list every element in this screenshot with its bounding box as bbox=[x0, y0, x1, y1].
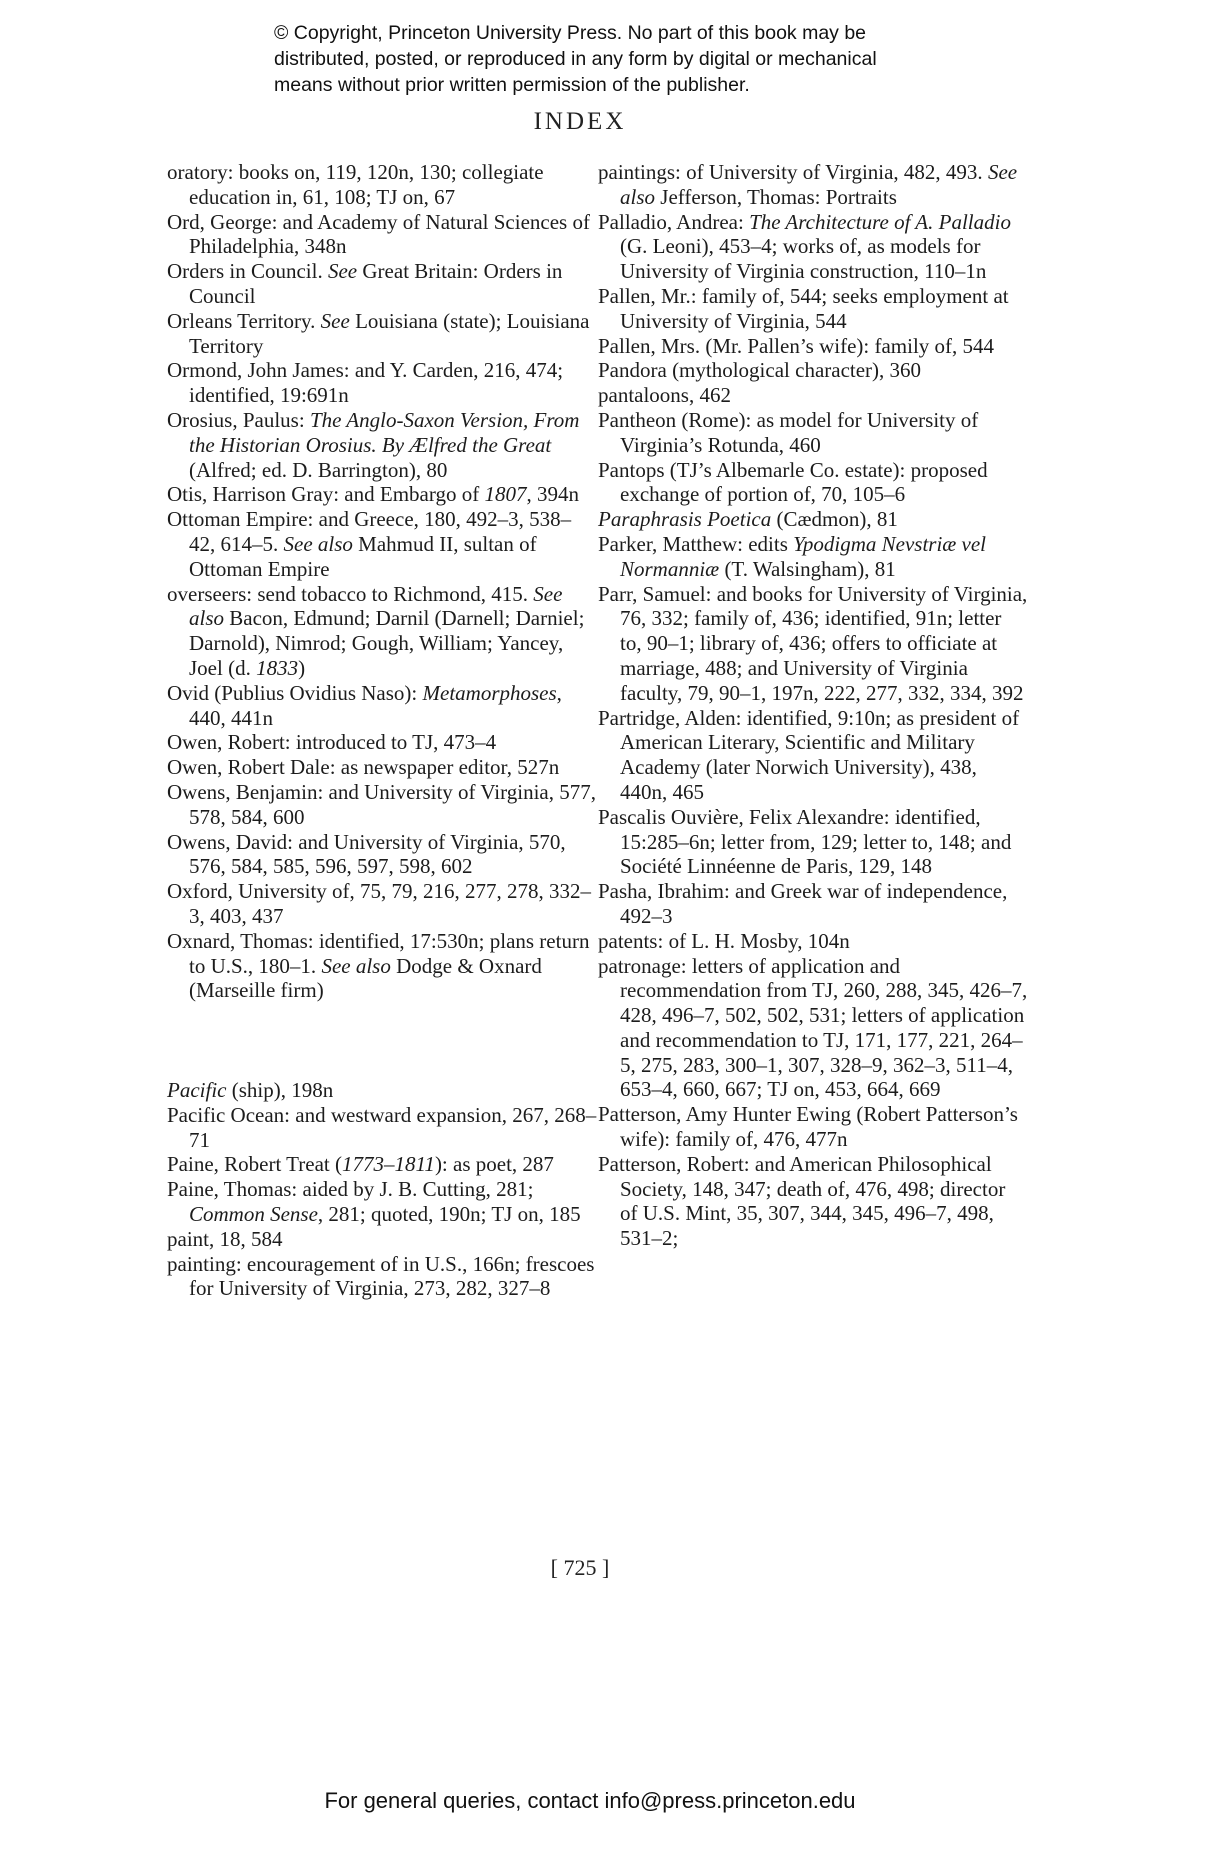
index-entry-text: paintings: of University of Virginia, 482, 493. bbox=[598, 160, 988, 184]
index-entry-italic-text: See also bbox=[189, 581, 563, 631]
index-entry bbox=[598, 458, 1028, 508]
contact-footer: For general queries, contact info@press.princeton.edu bbox=[324, 1788, 856, 1813]
index-entry-text: Paine, Robert Treat ( bbox=[167, 1152, 342, 1177]
running-head: INDEX bbox=[533, 108, 627, 135]
index-entry bbox=[167, 160, 597, 210]
index-entry-italic-text: See bbox=[327, 259, 358, 284]
index-entry-italic-text: Ypodigma Nevstriæ vel Normanniæ bbox=[620, 531, 987, 581]
index-entry-italic-text: Pacific bbox=[167, 1078, 227, 1103]
letter-section-gap bbox=[167, 1003, 597, 1078]
index-entry bbox=[167, 681, 597, 731]
index-entry bbox=[167, 1152, 597, 1177]
index-entry-text: Owen, Robert: introduced to TJ, 473–4 bbox=[167, 730, 497, 755]
index-entry-text: Orosius, Paulus: bbox=[167, 407, 310, 432]
index-entry-italic-text: 1833 bbox=[256, 655, 299, 680]
index-entry-text: (T. Walsingham), 81 bbox=[719, 556, 896, 581]
index-entry bbox=[598, 383, 1028, 408]
index-entry-text: Louisiana (state); Louisiana Territory bbox=[189, 308, 590, 358]
index-entry bbox=[598, 582, 1028, 706]
index-entry bbox=[167, 1078, 597, 1103]
index-entry bbox=[598, 805, 1028, 879]
index-entry bbox=[167, 358, 597, 408]
copyright-line: distributed, posted, or reproduced in any form by digital or mechanical bbox=[274, 48, 877, 70]
index-entry bbox=[598, 929, 1028, 954]
index-entry bbox=[167, 1252, 597, 1302]
index-entry bbox=[598, 210, 1028, 284]
index-entry bbox=[167, 408, 597, 482]
index-entry bbox=[598, 358, 1028, 383]
index-entry-italic-text: See also bbox=[321, 953, 391, 978]
index-entry-text: (Alfred; ed. D. Barrington), 80 bbox=[189, 457, 448, 482]
index-entry bbox=[167, 582, 597, 681]
copyright-notice bbox=[274, 20, 994, 98]
index-entry-text: Owen, Robert Dale: as newspaper editor, 527n bbox=[167, 755, 560, 780]
index-entry-text: Ottoman Empire: and Greece, 180, 492–3, 538–42, 614–5. bbox=[167, 507, 572, 556]
index-entry bbox=[167, 482, 597, 507]
index-entry bbox=[167, 879, 597, 929]
index-entry bbox=[167, 1103, 597, 1153]
copyright-line: means without prior written permission of the publisher. bbox=[274, 74, 750, 96]
index-entry-text: Palladio, Andrea: bbox=[598, 209, 750, 234]
copyright-line: © Copyright, Princeton University Press. No part of this book may be bbox=[274, 22, 867, 44]
index-entry-italic-text: Common Sense bbox=[189, 1202, 318, 1227]
index-entry-text: Paine, Thomas: aided by J. B. Cutting, 281; bbox=[167, 1177, 534, 1202]
index-entry-text: Otis, Harrison Gray: and Embargo of bbox=[167, 482, 485, 507]
index-entry-text: Oxnard, Thomas: identified, 17:530n; plans return to U.S., 180–1. bbox=[167, 928, 590, 978]
index-entry-italic-text: The Architecture of A. Palladio bbox=[749, 209, 1011, 234]
index-entry-text: Pantheon (Rome): as model for University of Virginia’s Rotunda, 460 bbox=[598, 407, 979, 457]
index-entry-text: Pantops (TJ’s Albemarle Co. estate): proposed exchange of portion of, 70, 105–6 bbox=[598, 457, 988, 507]
index-entry-text: paint, 18, 584 bbox=[167, 1226, 283, 1251]
index-column-right bbox=[598, 160, 1028, 1251]
index-entry-italic-text: Metamorphoses bbox=[422, 680, 557, 705]
index-entry-text: Oxford, University of, 75, 79, 216, 277, 278, 332–3, 403, 437 bbox=[167, 879, 592, 928]
index-entry bbox=[167, 1227, 597, 1252]
index-entry-text: ) bbox=[298, 655, 306, 680]
index-entry-text: Parr, Samuel: and books for University of Virginia, 76, 332; family of, 436; identified, 91n; letter to, 90–1; library of, 436; offers to officiate at marriage, 488; and University of Virginia faculty, 79, 90–1, 197n, 222, 277, 332, 334, 392 bbox=[598, 581, 1028, 705]
index-entry-text: pantaloons, 462 bbox=[598, 383, 731, 408]
index-entry-text: Pacific Ocean: and westward expansion, 267, 268–71 bbox=[167, 1102, 597, 1152]
index-entry-text: Dodge & Oxnard (Marseille firm) bbox=[189, 953, 542, 1003]
index-entry bbox=[598, 706, 1028, 805]
index-entry bbox=[167, 755, 597, 780]
index-entry-text: Pascalis Ouvière, Felix Alexandre: identified, 15:285–6n; letter from, 129; letter to, 148; and Société Linnéenne de Paris, 129, 148 bbox=[598, 804, 1012, 879]
index-entry-italic-text: Paraphrasis Poetica bbox=[598, 507, 772, 532]
index-entry bbox=[167, 507, 597, 581]
index-entry-text: ): as poet, 287 bbox=[434, 1152, 554, 1177]
index-entry bbox=[598, 284, 1028, 334]
index-entry-text: Pallen, Mr.: family of, 544; seeks employment at University of Virginia, 544 bbox=[598, 283, 1009, 333]
page-number: [ 725 ] bbox=[550, 1555, 610, 1580]
index-entry-italic-text: The Anglo-Saxon Version, From the Historian Orosius. By Ælfred the Great bbox=[189, 407, 580, 457]
index-entry-text: Ord, George: and Academy of Natural Sciences of Philadelphia, 348n bbox=[167, 209, 590, 259]
index-entry-text: Pallen, Mrs. (Mr. Pallen’s wife): family of, 544 bbox=[598, 333, 995, 358]
index-entry bbox=[167, 780, 597, 830]
index-entry-text: Jefferson, Thomas: Portraits bbox=[655, 184, 897, 209]
index-entry-text: Owens, Benjamin: and University of Virginia, 577, 578, 584, 600 bbox=[167, 779, 596, 829]
index-entry-text: , 394n bbox=[526, 482, 579, 507]
index-entry-text: patents: of L. H. Mosby, 104n bbox=[598, 928, 850, 953]
index-entry bbox=[598, 334, 1028, 359]
index-entry-italic-text: See bbox=[320, 308, 350, 333]
index-entry bbox=[167, 929, 597, 1003]
index-column-left bbox=[167, 160, 597, 1301]
index-entry bbox=[167, 210, 597, 260]
index-entry-italic-text: 1773–1811 bbox=[341, 1152, 435, 1177]
index-group-o bbox=[167, 160, 597, 1003]
index-entry-text: oratory: books on, 119, 120n, 130; collegiate education in, 61, 108; TJ on, 67 bbox=[167, 160, 544, 209]
index-entry bbox=[598, 160, 1028, 210]
index-entry-text: Patterson, Robert: and American Philosophical Society, 148, 347; death of, 476, 498; director of U.S. Mint, 35, 307, 344, 345, 496–7, 498, 531–2; bbox=[598, 1151, 1006, 1251]
index-entry bbox=[167, 309, 597, 359]
index-entry bbox=[167, 830, 597, 880]
index-entry-text: Bacon, Edmund; Darnil (Darnell; Darniel; Darnold), Nimrod; Gough, William; Yancey, Joel (d. bbox=[189, 606, 585, 680]
index-entry-text: Owens, David: and University of Virginia, 570, 576, 584, 585, 596, 597, 598, 602 bbox=[167, 829, 566, 879]
index-entry bbox=[598, 532, 1028, 582]
index-entry-text: Orleans Territory. bbox=[167, 308, 321, 333]
index-group-p-continued bbox=[598, 160, 1028, 1251]
index-entry-italic-text: See also bbox=[283, 531, 353, 556]
index-entry-text: painting: encouragement of in U.S., 166n; frescoes for University of Virginia, 273, 282, 327–8 bbox=[167, 1251, 595, 1301]
index-entry bbox=[598, 507, 1028, 532]
index-entry-text: , 281; quoted, 190n; TJ on, 185 bbox=[317, 1202, 581, 1227]
index-entry-text: Patterson, Amy Hunter Ewing (Robert Patterson’s wife): family of, 476, 477n bbox=[598, 1102, 1018, 1152]
index-entry bbox=[167, 730, 597, 755]
index-entry-text: overseers: send tobacco to Richmond, 415. bbox=[167, 581, 534, 606]
index-entry bbox=[167, 259, 597, 309]
index-entry-italic-text: See also bbox=[620, 160, 1018, 209]
index-entry-italic-text: 1807 bbox=[484, 482, 527, 507]
index-entry-text: Partridge, Alden: identified, 9:10n; as president of American Literary, Scientific and Military Academy (later Norwich University), 438, 440n, 465 bbox=[598, 705, 1020, 804]
index-entry-text: Pandora (mythological character), 360 bbox=[598, 358, 922, 383]
index-entry-text: Great Britain: Orders in Council bbox=[189, 259, 563, 308]
index-entry-text: Parker, Matthew: edits bbox=[598, 531, 794, 556]
index-entry-text: (Cædmon), 81 bbox=[771, 507, 898, 532]
index-entry-text: patronage: letters of application and recommendation from TJ, 260, 288, 345, 426–7, 428, 496–7, 502, 502, 531; letters of application and recommendation to TJ, 171, 177, 221, 264–5, 275, 283, 300–1, 307, 328–9, 362–3, 511–4, 653–4, 660, 667; TJ on, 453, 664, 669 bbox=[598, 953, 1028, 1102]
index-entry-text: (ship), 198n bbox=[226, 1078, 334, 1103]
index-entry bbox=[598, 879, 1028, 929]
index-entry bbox=[167, 1177, 597, 1227]
index-entry-text: , 440, 441n bbox=[189, 680, 562, 730]
index-entry bbox=[598, 1152, 1028, 1251]
index-entry bbox=[598, 1102, 1028, 1152]
index-entry-text: Ovid (Publius Ovidius Naso): bbox=[167, 680, 423, 705]
index-entry-text: Orders in Council. bbox=[167, 259, 328, 284]
index-entry-text: Ormond, John James: and Y. Carden, 216, 474; identified, 19:691n bbox=[167, 358, 564, 408]
index-entry-text: Mahmud II, sultan of Ottoman Empire bbox=[189, 531, 537, 581]
index-entry-text: (G. Leoni), 453–4; works of, as models for University of Virginia construction, 110–1n bbox=[620, 234, 987, 284]
index-entry-text: Pasha, Ibrahim: and Greek war of independence, 492–3 bbox=[598, 879, 1008, 928]
index-entry bbox=[598, 954, 1028, 1103]
index-group-p bbox=[167, 1078, 597, 1301]
index-entry bbox=[598, 408, 1028, 458]
